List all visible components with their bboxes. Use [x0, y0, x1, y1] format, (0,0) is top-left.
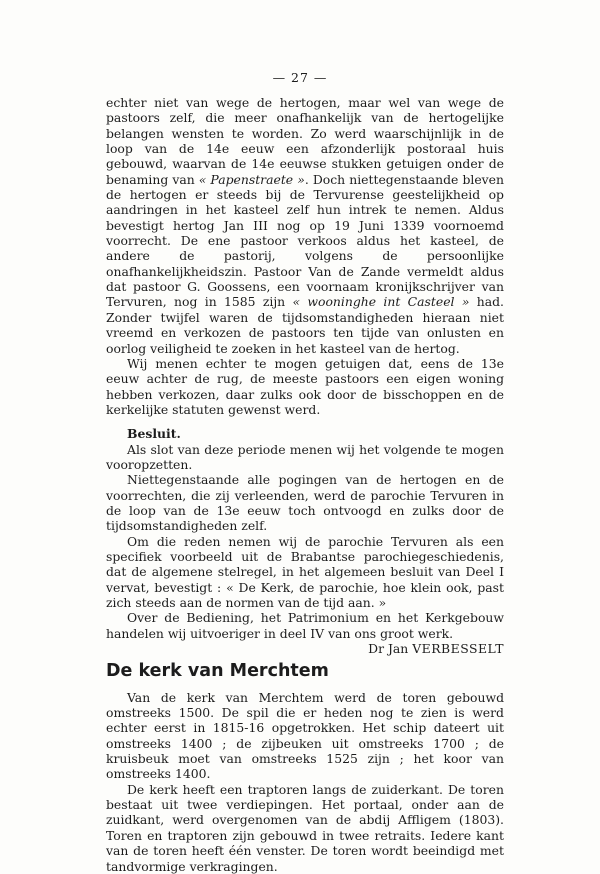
besluit-heading: Besluit.	[127, 426, 181, 442]
body-text	[106, 95, 504, 874]
paragraph-eigen-woning: Wij menen echter te mogen getuigen dat, eens de 13e eeuw achter de rug, de meeste pastoors een eigen woning hebben verkozen, daar zulks ook door de bisschoppen en de kerkelijke statuten gewenst werd.	[106, 355, 504, 417]
besluit-paragraph-2: Niettegenstaande alle pogingen van de hertogen en de voorrechten, die zij verleenden, werd de parochie Tervuren in de loop van de 13e eeuw toch ontvoogd en zulks door de tijdsomstandigheden zelf.	[106, 472, 504, 534]
merchtem-paragraph-2: De kerk heeft een traptoren langs de zuiderkant. De toren bestaat uit twee verdiepingen. Het portaal, onder aan de zuidkant, werd overgenomen van de abdij Affligem (1803). Toren en traptoren zijn gebouwd in twee retraits. Iedere kant van de toren heeft één venster. De toren wordt beeindigd met tandvormige verkragingen.	[106, 781, 504, 874]
besluit-paragraph-3: Om die reden nemen wij de parochie Tervuren als een specifiek voorbeeld uit de Brabantse parochiegeschiedenis, dat de algemene stelregel, in het algemeen besluit van Deel I vervat, bevestigt : « De Kerk, de parochie, hoe klein ook, past zich steeds aan de normen van de tijd aan. »	[106, 533, 504, 610]
page-number: — 27 —	[272, 70, 328, 85]
besluit-paragraph-4: Over de Bediening, het Patrimonium en het Kerkgebouw handelen wij uitvoeriger in deel IV van ons groot werk.	[106, 610, 504, 641]
section-heading-merchtem: De kerk van Merchtem	[106, 661, 329, 682]
merchtem-paragraph-1: Van de kerk van Merchtem werd de toren gebouwd omstreeks 1500. De spil die er heden nog te zien is werd echter eerst in 1815-16 opgetrokken. Het schip dateert uit omstreeks 1400 ; de zijbeuken uit omstreeks 1700 ; de kruisbeuk moet van omstreeks 1525 zijn ; het koor van omstreeks 1400.	[106, 689, 504, 782]
besluit-paragraph-1: Als slot van deze periode menen wij het volgende te mogen vooropzetten.	[106, 441, 504, 472]
quote-papenstraete: « Papenstraete »	[198, 171, 305, 187]
author-signature: Dr Jan VERBESSELT	[368, 641, 504, 657]
quote-wooninghe: « wooninghe int Casteel »	[292, 294, 470, 310]
paragraph-pastorij: echter niet van wege de hertogen, maar wel van wege de pastoors zelf, die meer onafhankelijk van de hertogelijke belangen wensten te worden. Zo werd waarschijnlijk in de loop van de 14e eeuw een afzonderlijk postoraal huis gebouwd, waarvan de 14e eeuwse stukken getuigen onder de benaming van « Papenstraete ». Doch niettegenstaande bleven de hertogen er steeds bij de Tervurense geestelijkheid op aandringen in het kasteel zelf hun intrek te nemen. Aldus bevestigt hertog Jan III nog op 19 Juni 1339 voornoemd voorrecht. De ene pastoor verkoos aldus het kasteel, de andere de pastorij, volgens de persoonlijke onafhankelijkheidszin. Pastoor Van de Zande vermeldt aldus dat pastoor G. Goossens, een voornaam kronijkschrijver van Tervuren, nog in 1585 zijn « wooninghe int Casteel » had. Zonder twijfel waren de tijdsomstandigheden hieraan niet vreemd en verkozen de pastoors ten tijde van onlusten en oorlog veiligheid te zoeken in het kasteel van de hertog.	[106, 95, 504, 356]
